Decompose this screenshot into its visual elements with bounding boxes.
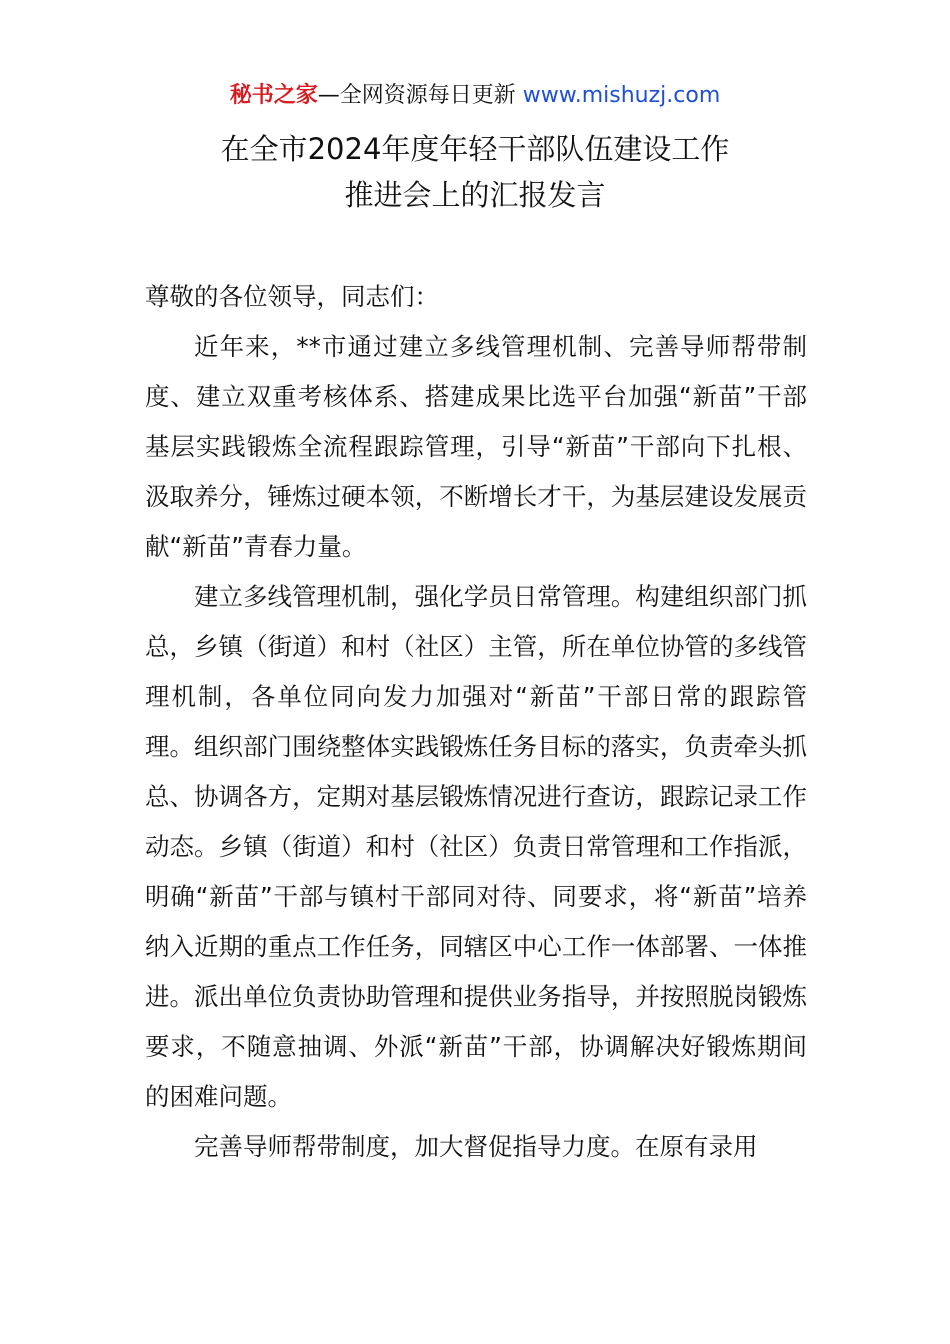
salutation: 尊敬的各位领导，同志们： xyxy=(145,282,439,311)
site-url-link[interactable]: www.mishuzj.com xyxy=(522,83,721,108)
document-title xyxy=(0,126,950,218)
paragraph: 完善导师帮带制度，加大督促指导力度。在原有录用 xyxy=(194,1132,758,1161)
paragraph: 近年来，**市通过建立多线管理机制、完善导师帮带制度、建立双重考核体系、搭建成果比选平台加强“新苗”干部基层实践锻炼全流程跟踪管理，引导“新苗”干部向下扎根、汲取养分，锤炼过硬本领，不断增长才干，为基层建设发展贡献“新苗”青春力量。 xyxy=(145,332,807,561)
paragraph: 建立多线管理机制，强化学员日常管理。构建组织部门抓总，乡镇（街道）和村（社区）主管，所在单位协管的多线管理机制，各单位同向发力加强对“新苗”干部日常的跟踪管理。组织部门围绕整体实践锻炼任务目标的落实，负责牵头抓总、协调各方，定期对基层锻炼情况进行查访，跟踪记录工作动态。乡镇（街道）和村（社区）负责日常管理和工作指派，明确“新苗”干部与镇村干部同对待、同要求，将“新苗”培养纳入近期的重点工作任务，同辖区中心工作一体部署、一体推进。派出单位负责协助管理和提供业务指导，并按照脱岗锻炼要求，不随意抽调、外派“新苗”干部，协调解决好锻炼期间的困难问题。 xyxy=(145,582,807,1111)
document-body xyxy=(145,272,807,1172)
site-tagline: —全网资源每日更新 xyxy=(317,83,523,108)
title-line-2: 推进会上的汇报发言 xyxy=(344,178,606,212)
brand-name: 秘书之家 xyxy=(229,83,318,108)
title-line-1: 在全市2024年度年轻干部队伍建设工作 xyxy=(220,132,730,166)
site-header xyxy=(0,80,950,112)
